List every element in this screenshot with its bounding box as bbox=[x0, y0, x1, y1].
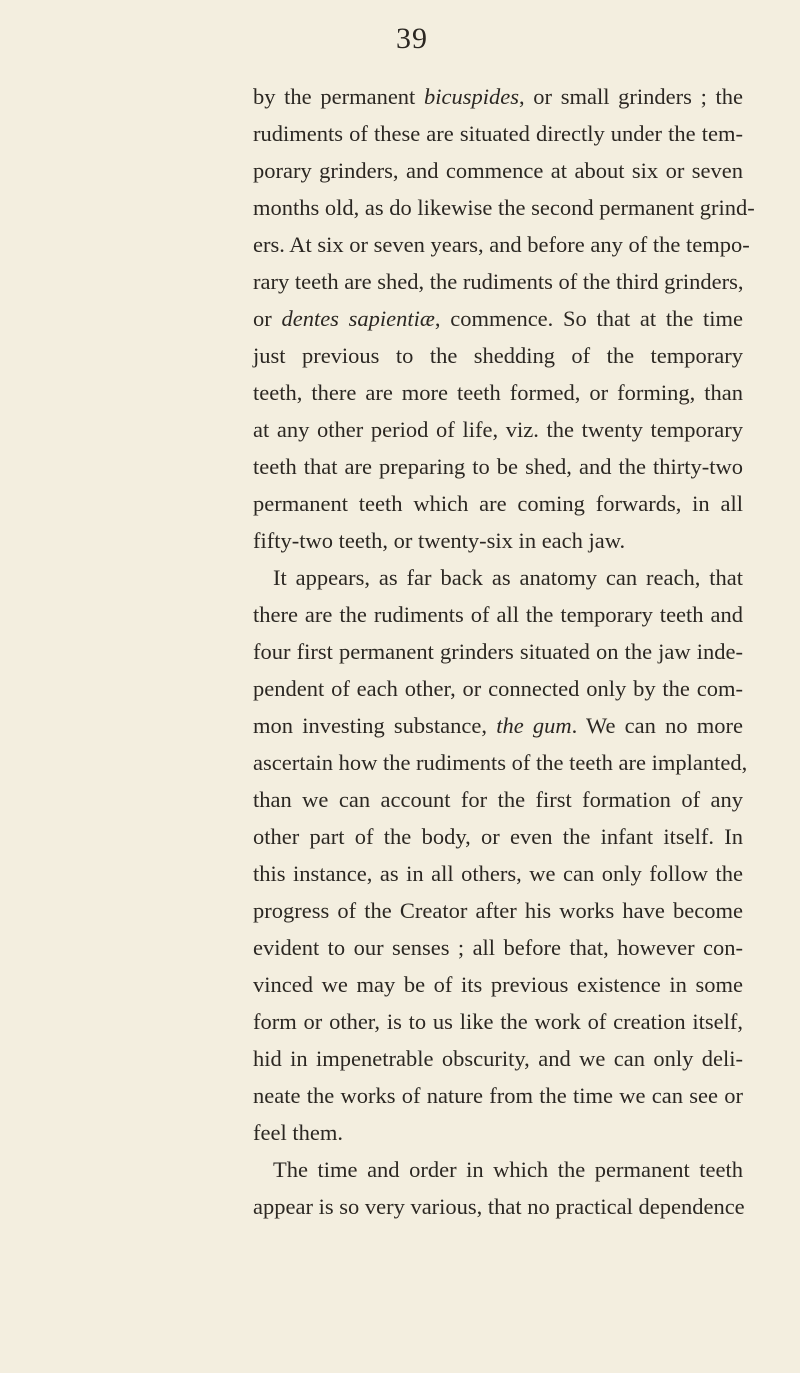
text-line bbox=[253, 485, 743, 522]
text-run: vinced we may be of its previous existence in some bbox=[253, 972, 743, 997]
text-run: by the permanent bbox=[253, 84, 424, 109]
text-run: porary grinders, and commence at about six or seven bbox=[253, 158, 743, 183]
text-run: teeth that are preparing to be shed, and the thirty-two bbox=[253, 454, 743, 479]
text-line bbox=[253, 448, 743, 485]
text-line bbox=[253, 1003, 743, 1040]
text-run: , or small grinders ; the bbox=[519, 84, 743, 109]
text-run: this instance, as in all others, we can only follow the bbox=[253, 861, 743, 886]
text-line bbox=[253, 189, 755, 226]
text-line bbox=[253, 300, 743, 337]
text-line bbox=[253, 818, 743, 855]
text-line bbox=[253, 1188, 743, 1225]
text-line bbox=[253, 559, 743, 596]
text-run: just previous to the shedding of the temporary bbox=[253, 343, 743, 368]
text-run: hid in impenetrable obscurity, and we can only deli- bbox=[253, 1046, 743, 1071]
text-line bbox=[253, 1077, 743, 1114]
text-run: other part of the body, or even the infant itself. In bbox=[253, 824, 743, 849]
text-line bbox=[253, 337, 743, 374]
page-number: 39 bbox=[396, 22, 428, 55]
italic-run: bicuspides bbox=[424, 84, 519, 109]
text-run: . We can no more bbox=[571, 713, 743, 738]
text-run: than we can account for the first formation of any bbox=[253, 787, 743, 812]
italic-run: dentes sapientiæ bbox=[281, 306, 435, 331]
text-run: teeth, there are more teeth formed, or forming, than bbox=[253, 380, 743, 405]
text-line bbox=[253, 633, 743, 670]
text-line bbox=[253, 1040, 743, 1077]
text-run: The time and order in which the permanent teeth bbox=[273, 1157, 743, 1182]
text-run: appear is so very various, that no practical dependence bbox=[253, 1194, 745, 1219]
text-run: progress of the Creator after his works have become bbox=[253, 898, 743, 923]
text-line bbox=[253, 226, 750, 263]
text-run: pendent of each other, or connected only by the com- bbox=[253, 676, 743, 701]
text-run: ascertain how the rudiments of the teeth are implanted, bbox=[253, 750, 748, 775]
text-line bbox=[253, 892, 743, 929]
text-run: four first permanent grinders situated on the jaw inde- bbox=[253, 639, 743, 664]
text-line bbox=[253, 929, 743, 966]
text-line bbox=[253, 78, 743, 115]
text-line bbox=[253, 374, 743, 411]
text-run: rary teeth are shed, the rudiments of the third grinders, bbox=[253, 269, 744, 294]
text-line bbox=[253, 115, 743, 152]
text-run: form or other, is to us like the work of creation itself, bbox=[253, 1009, 743, 1034]
text-line bbox=[253, 522, 743, 559]
text-run: rudiments of these are situated directly under the tem- bbox=[253, 121, 743, 146]
text-run: months old, as do likewise the second permanent grind- bbox=[253, 195, 755, 220]
text-line bbox=[253, 855, 743, 892]
text-line bbox=[253, 744, 748, 781]
text-line bbox=[253, 1151, 743, 1188]
italic-run: the gum bbox=[496, 713, 572, 738]
text-run: evident to our senses ; all before that, however con- bbox=[253, 935, 743, 960]
text-line bbox=[253, 152, 743, 189]
text-line bbox=[253, 1114, 743, 1151]
text-line bbox=[253, 411, 743, 448]
text-run: ers. At six or seven years, and before any of the tempo- bbox=[253, 232, 750, 257]
text-run: mon investing substance, bbox=[253, 713, 497, 738]
text-run: feel them. bbox=[253, 1120, 343, 1145]
text-line bbox=[253, 966, 743, 1003]
text-line bbox=[253, 707, 743, 744]
text-run: It appears, as far back as anatomy can reach, that bbox=[273, 565, 743, 590]
text-run: fifty-two teeth, or twenty-six in each jaw. bbox=[253, 528, 626, 553]
text-line bbox=[253, 781, 743, 818]
text-run: or bbox=[253, 306, 282, 331]
text-run: permanent teeth which are coming forwards, in all bbox=[253, 491, 743, 516]
text-line bbox=[253, 670, 743, 707]
text-run: there are the rudiments of all the temporary teeth and bbox=[253, 602, 743, 627]
text-line bbox=[253, 263, 743, 300]
text-line bbox=[253, 596, 743, 633]
text-run: at any other period of life, viz. the twenty temporary bbox=[253, 417, 743, 442]
text-run: , commence. So that at the time bbox=[434, 306, 744, 331]
text-run: neate the works of nature from the time we can see or bbox=[253, 1083, 743, 1108]
body-text bbox=[253, 78, 755, 1225]
